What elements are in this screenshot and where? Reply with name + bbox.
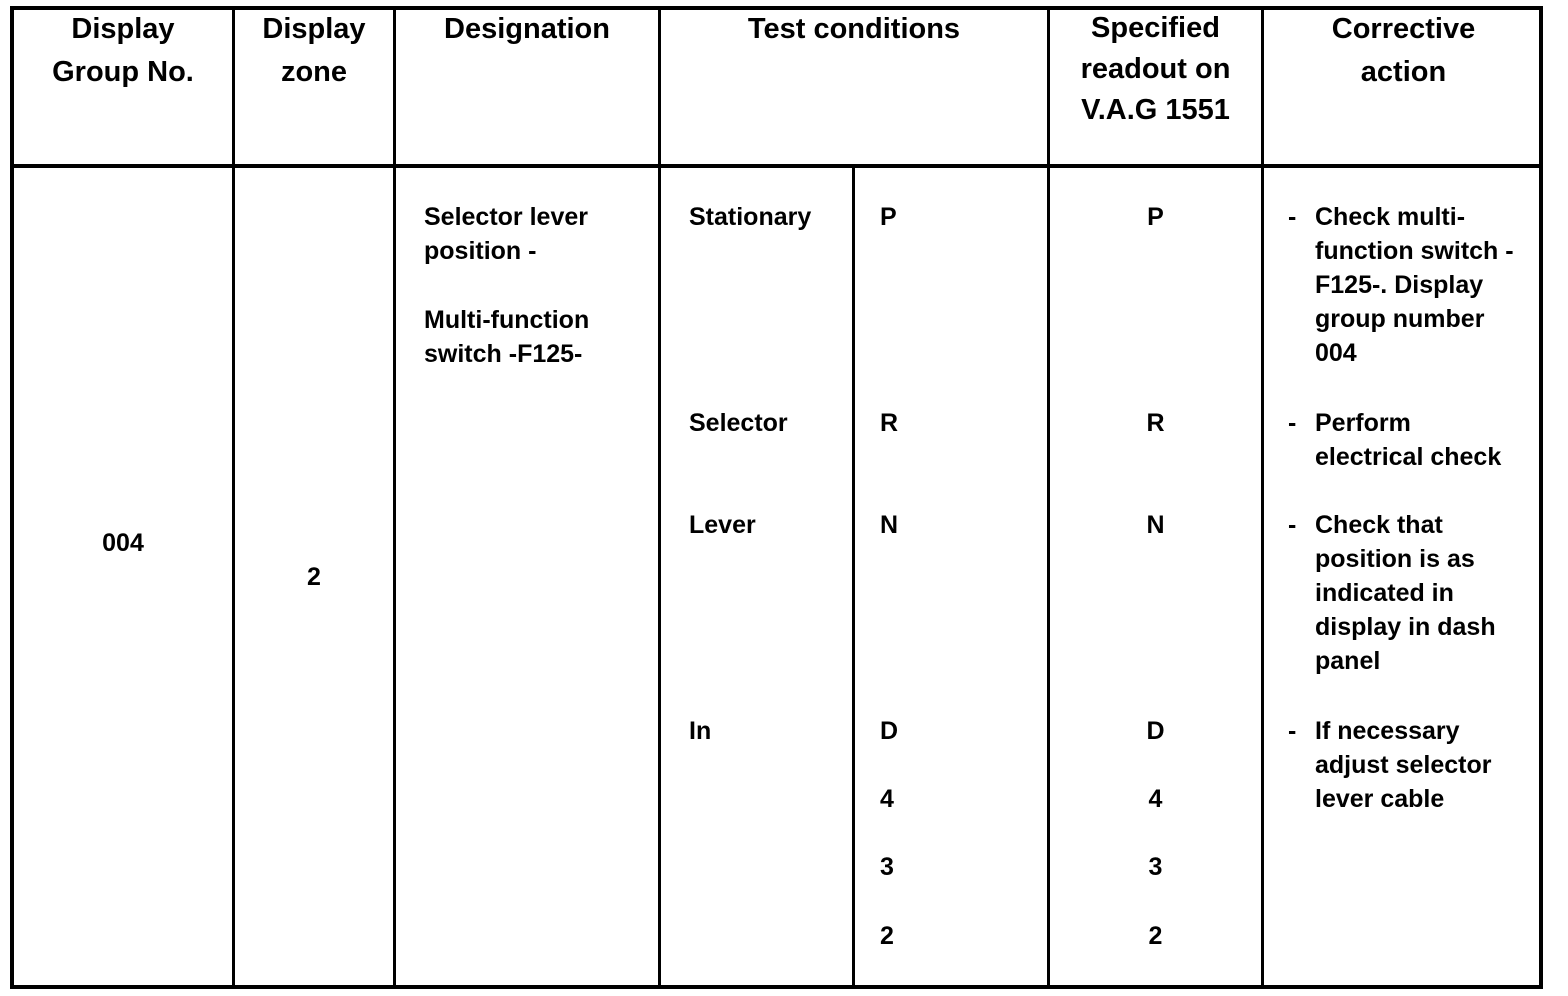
- condition-label: Selector: [689, 409, 788, 437]
- position-value: N: [880, 511, 899, 539]
- action-line: Perform: [1315, 409, 1411, 437]
- readout-value: P: [1147, 203, 1164, 231]
- header-line: Test conditions: [747, 13, 961, 45]
- action-line: display in dash: [1315, 613, 1496, 641]
- position-value: D: [880, 717, 899, 745]
- column-divider: [852, 166, 855, 989]
- header-designation: [396, 8, 658, 51]
- header-line: action: [1360, 56, 1447, 88]
- action-line: lever cable: [1315, 785, 1445, 813]
- action-line: electrical check: [1315, 443, 1502, 471]
- action-line: adjust selector: [1315, 751, 1492, 779]
- header-line: Display: [71, 13, 175, 45]
- header-line: readout on: [1080, 53, 1231, 85]
- header-divider: [10, 164, 1543, 168]
- column-divider: [1047, 6, 1050, 989]
- position-value: P: [880, 203, 897, 231]
- column-divider: [232, 6, 235, 989]
- action-line: F125-. Display: [1315, 271, 1484, 299]
- action-line: indicated in: [1315, 579, 1454, 607]
- action-line: Check multi-: [1315, 203, 1466, 231]
- action-line: function switch -: [1315, 237, 1514, 265]
- header-line: Group No.: [52, 56, 194, 88]
- action-line: If necessary: [1315, 717, 1460, 745]
- condition-label: Lever: [689, 511, 756, 539]
- bullet-dash: -: [1288, 409, 1297, 437]
- header-line: Corrective: [1331, 13, 1476, 45]
- readout-value: 3: [1148, 853, 1163, 881]
- header-action: [1264, 8, 1543, 94]
- position-value: 3: [880, 853, 894, 881]
- header-readout: [1050, 8, 1261, 131]
- action-line: position is as: [1315, 545, 1475, 573]
- table-frame: [10, 6, 1543, 989]
- header-test-conditions: [661, 8, 1047, 51]
- action-line: 004: [1315, 339, 1357, 367]
- action-line: panel: [1315, 647, 1381, 675]
- header-line: Display: [262, 13, 366, 45]
- position-value: 4: [880, 785, 894, 813]
- designation-line: position -: [424, 237, 537, 265]
- action-line: group number: [1315, 305, 1485, 333]
- bullet-dash: -: [1288, 203, 1297, 231]
- designation-line: Multi-function: [424, 306, 590, 334]
- condition-label: In: [689, 717, 712, 745]
- cell-zone: 2: [307, 563, 321, 591]
- header-zone: [235, 8, 393, 94]
- readout-value: N: [1146, 511, 1165, 539]
- header-line: V.A.G 1551: [1081, 94, 1230, 126]
- bullet-dash: -: [1288, 717, 1297, 745]
- designation-line: switch -F125-: [424, 340, 583, 368]
- readout-value: 4: [1148, 785, 1163, 813]
- position-value: R: [880, 409, 899, 437]
- action-line: Check that: [1315, 511, 1443, 539]
- position-value: 2: [880, 922, 894, 950]
- header-line: Designation: [444, 13, 610, 45]
- designation-line: Selector lever: [424, 203, 588, 231]
- readout-value: 2: [1148, 922, 1163, 950]
- bullet-dash: -: [1288, 511, 1297, 539]
- readout-value: D: [1146, 717, 1165, 745]
- column-divider: [1261, 6, 1264, 989]
- readout-value: R: [1146, 409, 1165, 437]
- column-divider: [658, 6, 661, 989]
- header-group-no: [14, 8, 232, 94]
- cell-group-no: 004: [102, 529, 144, 557]
- condition-label: Stationary: [689, 203, 812, 231]
- column-divider: [393, 6, 396, 989]
- header-line: zone: [280, 56, 348, 88]
- header-line: Specified: [1091, 12, 1220, 44]
